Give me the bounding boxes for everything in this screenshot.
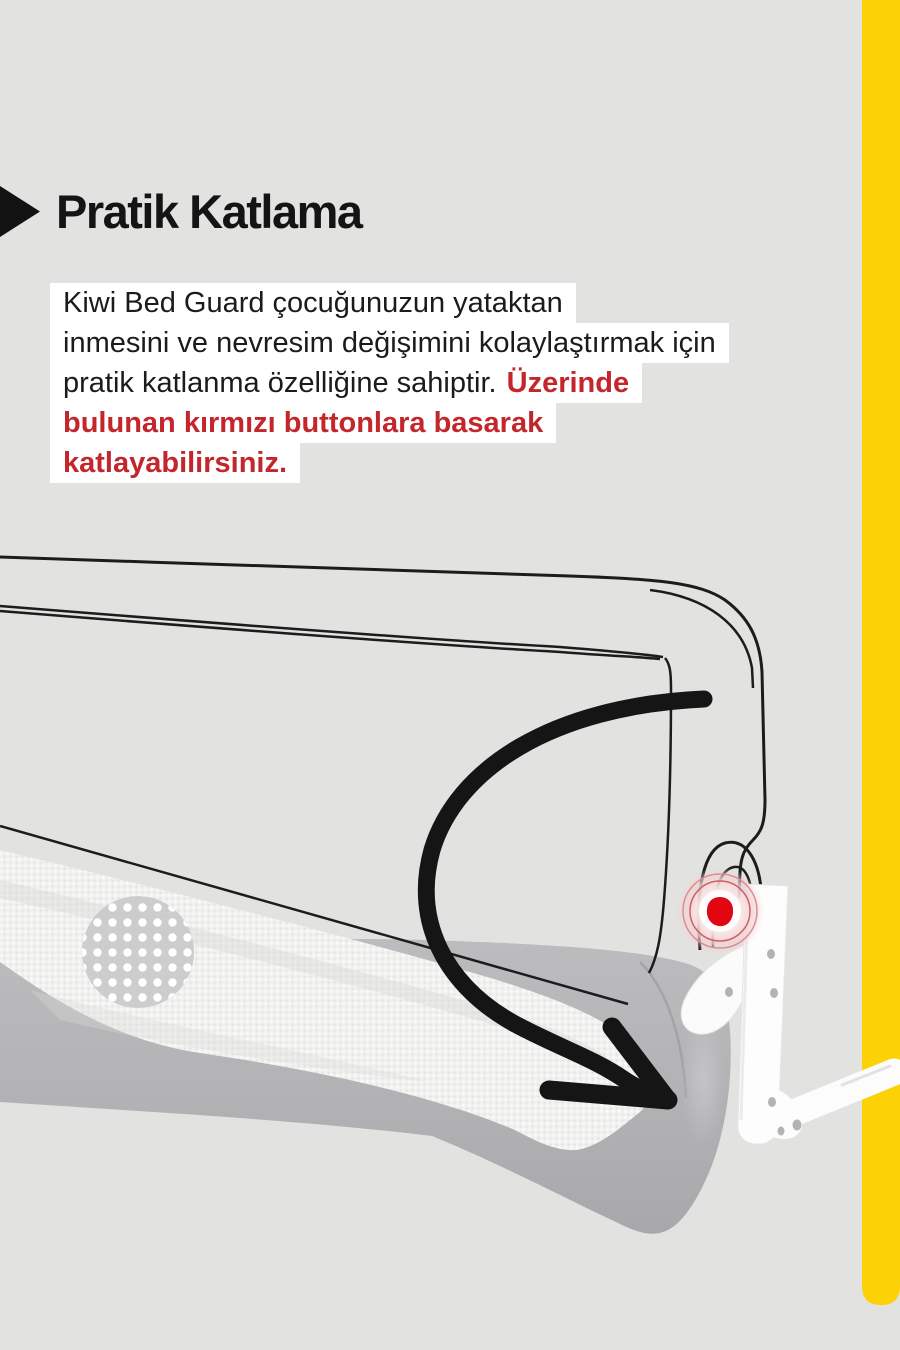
copy-line-3-red: Üzerinde bbox=[506, 367, 630, 399]
copy-line-5: katlayabilirsiniz. bbox=[50, 443, 300, 483]
fold-red-button bbox=[676, 867, 764, 955]
section-header bbox=[0, 184, 362, 239]
copy-line-2: inmesini ve nevresim değişimini kolaylaştırmak için bbox=[50, 323, 729, 363]
copy-line-4: bulunan kırmızı buttonlara basarak bbox=[50, 403, 556, 443]
copy-line-1: Kiwi Bed Guard çocuğunuzun yataktan bbox=[50, 283, 576, 323]
feature-description bbox=[50, 283, 729, 483]
right-triangle-icon bbox=[0, 186, 40, 237]
accent-stripe bbox=[862, 0, 900, 1305]
page-title: Pratik Katlama bbox=[56, 185, 362, 238]
copy-line-3-black: pratik katlanma özelliğine sahiptir. bbox=[63, 367, 497, 399]
copy-line-3 bbox=[50, 363, 642, 403]
